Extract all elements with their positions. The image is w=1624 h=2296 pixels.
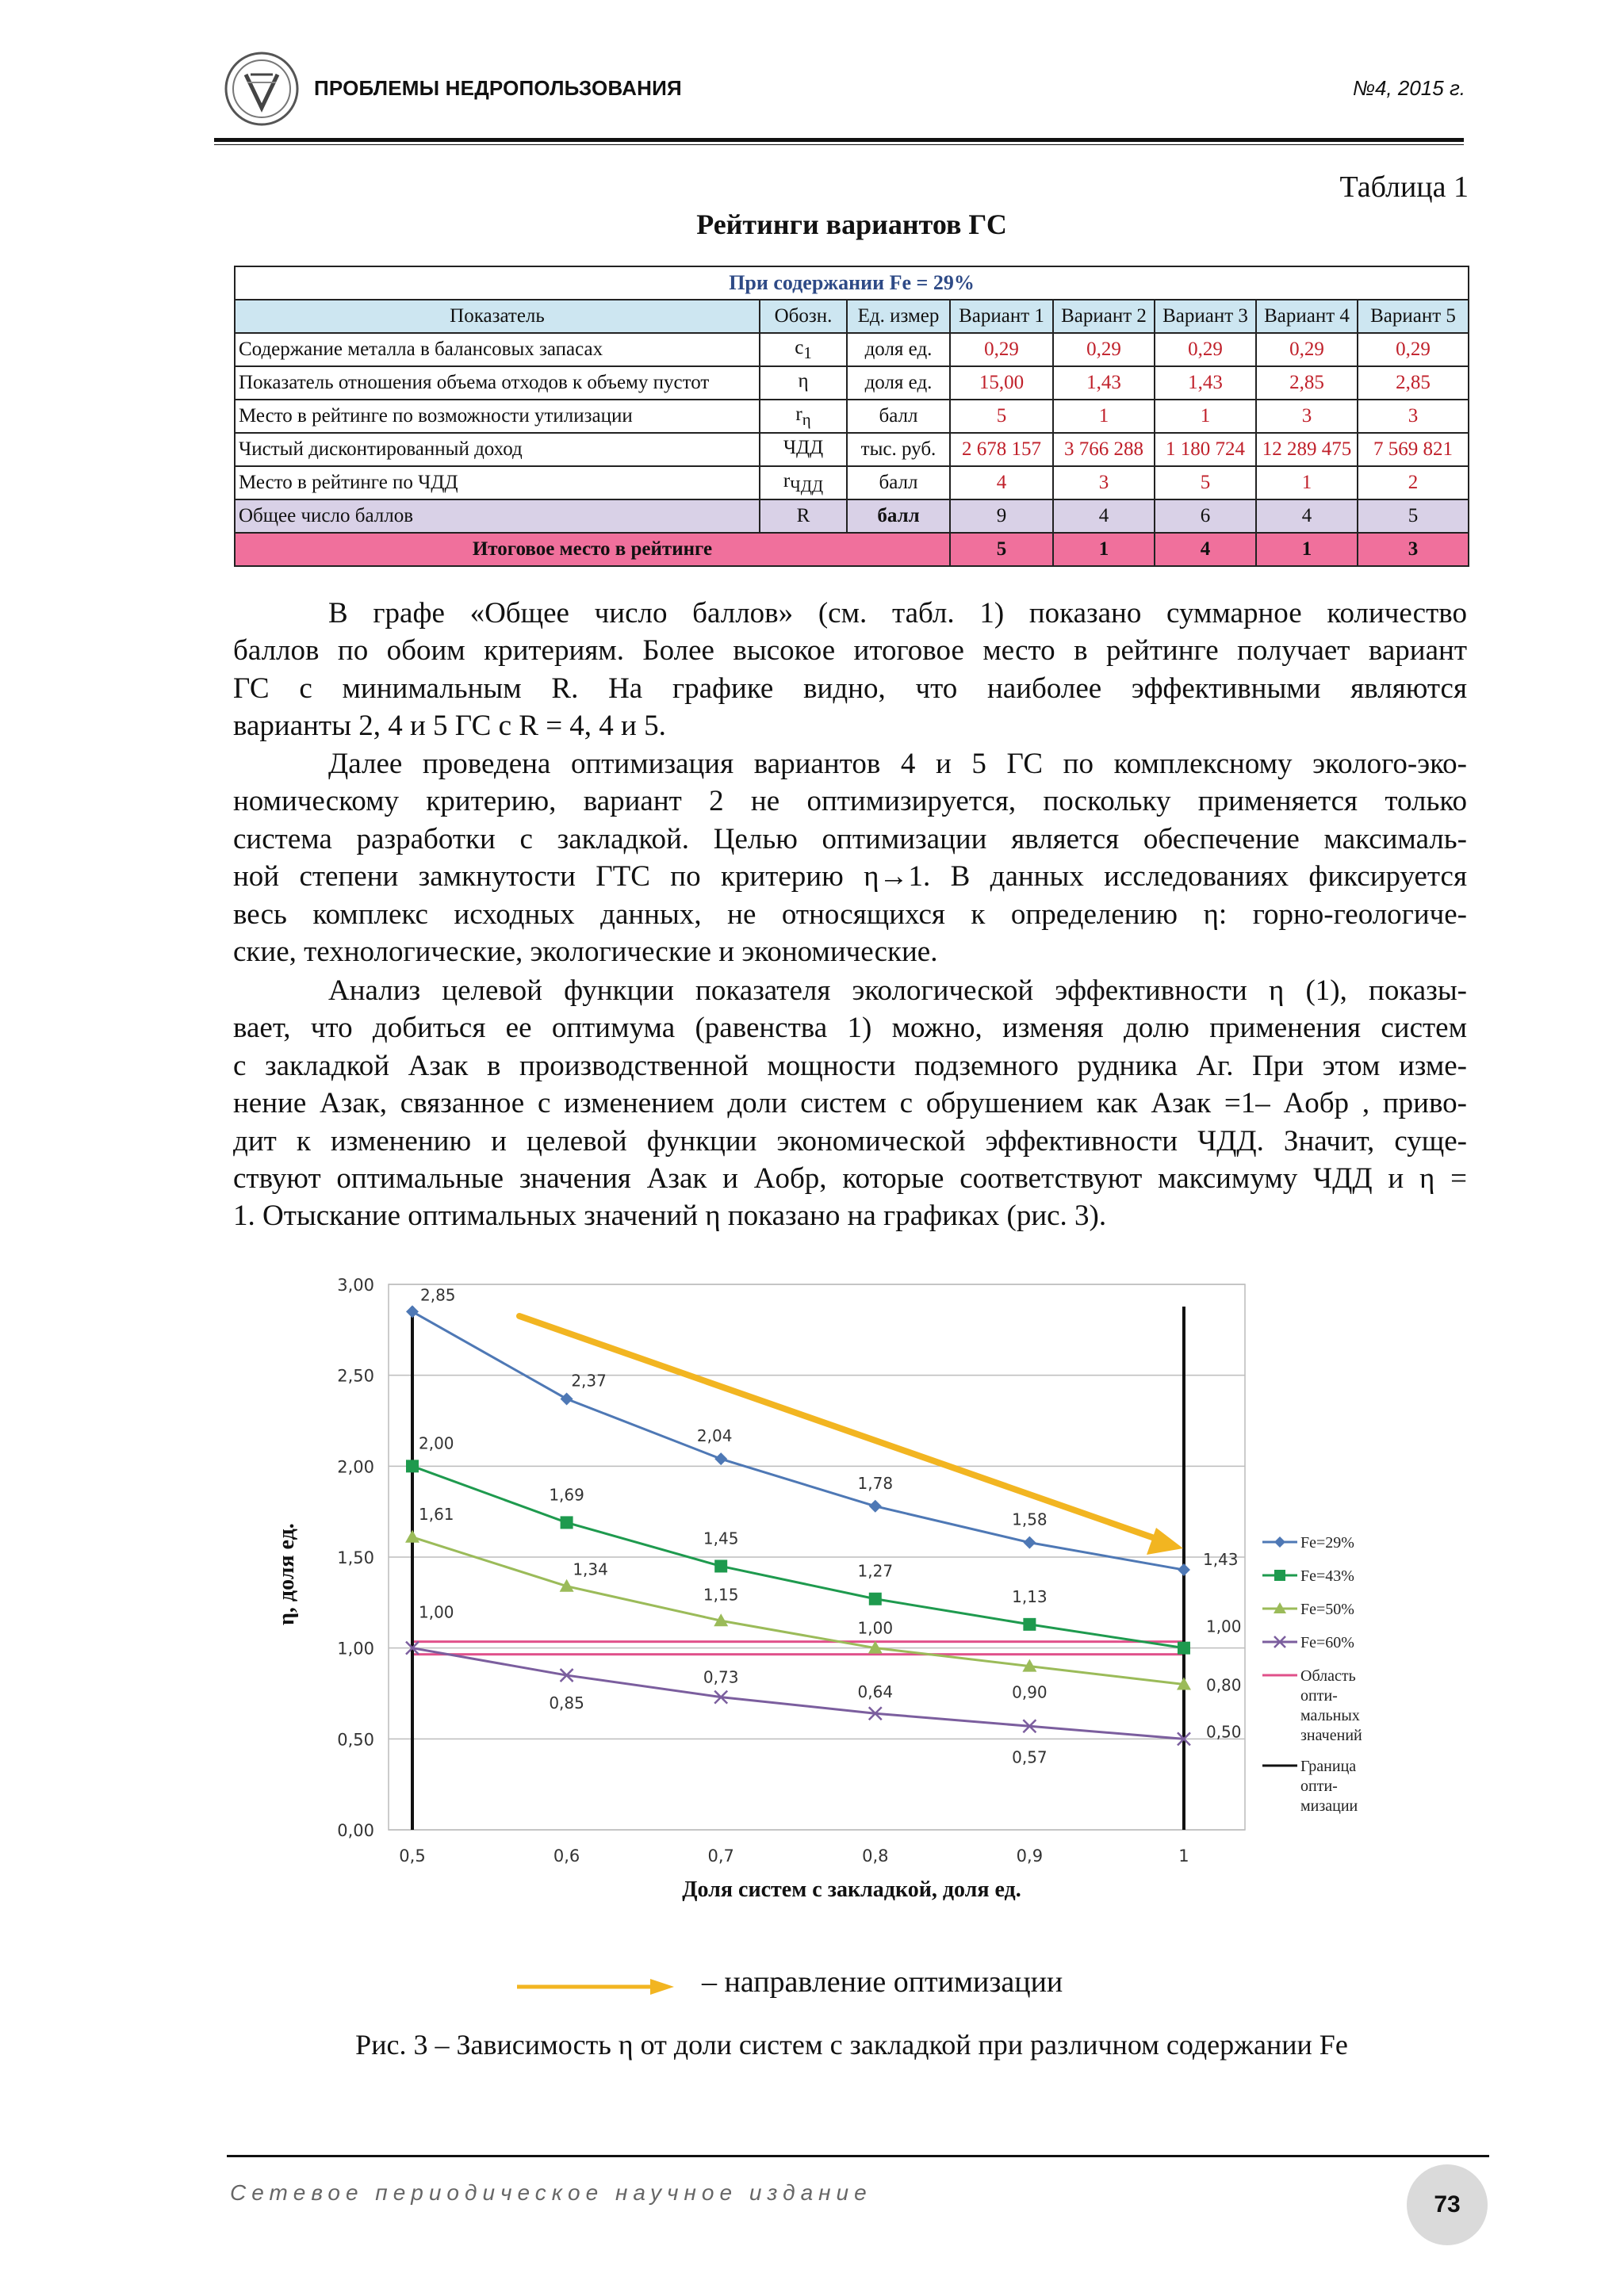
table-cell: 1 [1155,400,1256,433]
data-label: 1,43 [1202,1550,1239,1570]
table-cell: 5 [950,533,1053,566]
legend-label: Fe=43% [1300,1567,1354,1585]
legend-label: Граница [1300,1758,1357,1775]
text-line: Анализ целевой функции показателя экологической эффективности η (1), показы- [328,974,1467,1007]
figure-caption: Рис. 3 – Зависимость η от доли систем с закладкой при различном содержании Fe [355,2029,1348,2061]
column-header: Показатель [235,300,760,333]
row-unit: балл [847,400,950,433]
table-cell: 3 [1358,533,1469,566]
x-tick-label: 0,8 [862,1846,889,1866]
page-number: 73 [1434,2191,1461,2218]
table-cell: 4 [1256,499,1358,533]
y-tick-label: 2,00 [337,1457,374,1477]
text-line: Далее проведена оптимизация вариантов 4 и 5 ГС по комплексному эколого-эко- [328,748,1467,780]
data-point [714,1559,727,1572]
table-cell: 4 [1155,533,1256,566]
table-cell: 5 [950,400,1053,433]
row-name: Содержание металла в балансовых запасах [235,333,760,366]
table-cell: 2 [1358,466,1469,499]
table-cell: 1 [1053,533,1155,566]
footer-rule [227,2155,1489,2157]
data-label: 1,27 [857,1561,894,1581]
table-cell: 1 [1053,400,1155,433]
y-tick-label: 0,00 [337,1821,374,1840]
header-rule [214,138,1464,142]
data-label: 0,57 [1012,1747,1048,1767]
table-cell: 15,00 [950,366,1053,400]
row-unit: тыс. руб. [847,433,950,466]
table-cell: 6 [1155,499,1256,533]
footer-text: Сетевое периодическое научное издание [230,2180,872,2205]
row-unit: доля ед. [847,333,950,366]
data-point [1178,1642,1190,1655]
paragraph-2 [233,745,1467,970]
data-label: 2,04 [696,1426,733,1446]
table-header-row [235,300,1469,333]
data-label: 1,15 [703,1585,739,1605]
row-name: Общее число баллов [235,499,760,533]
eta-chart [301,1265,1475,1915]
table-cell: 0,29 [1358,333,1469,366]
column-header: Вариант 3 [1155,300,1256,333]
column-header: Ед. измер [847,300,950,333]
y-tick-label: 1,50 [337,1548,374,1567]
table-cell: 0,29 [1256,333,1358,366]
table-cell: 1 [1256,466,1358,499]
journal-title: ПРОБЛЕМЫ НЕДРОПОЛЬЗОВАНИЯ [314,76,682,100]
data-label: 1,00 [857,1618,894,1638]
row-symbol: $r_\eta$ [760,400,847,433]
row-name: Показатель отношения объема отходов к объему пустот [235,366,760,400]
x-tick-label: 0,6 [553,1846,580,1866]
table-cell: 0,29 [1155,333,1256,366]
text-line: ствуют оптимальные значения Aзак и Aобр, которые соответствуют максимуму ЧДД и η = [233,1162,1467,1196]
table-row [235,400,1469,433]
data-label: 0,73 [703,1667,739,1687]
data-label: 1,58 [1012,1510,1048,1529]
data-label: 1,78 [857,1473,894,1493]
data-label: 1,34 [573,1559,608,1579]
table-cell: 2,85 [1358,366,1469,400]
table-cell: 5 [1358,499,1469,533]
data-label: 0,90 [1012,1682,1048,1702]
x-tick-label: 1 [1178,1846,1189,1866]
table-number: Таблица 1 [1339,170,1469,204]
data-label: 0,85 [549,1693,584,1713]
y-tick-label: 2,50 [337,1366,374,1386]
data-label: 0,80 [1205,1675,1242,1695]
issue-number: №4, 2015 г. [1352,76,1465,100]
text-line: ские, технологические, экологические и экономические. [233,936,938,969]
text-line: варианты 2, 4 и 5 ГС с R = 4, 4 и 5. [233,710,666,743]
table-cell: 3 [1256,400,1358,433]
text-line: весь комплекс исходных данных, не относящихся к определению η: горно-геологиче- [233,897,1467,931]
paragraph-3 [233,972,1467,1235]
data-point [406,1460,419,1472]
table-cell: 9 [950,499,1053,533]
row-name: Место в рейтинге по возможности утилизации [235,400,760,433]
row-name: Чистый дисконтированный доход [235,433,760,466]
table-cell: 7 569 821 [1358,433,1469,466]
text-line: вает, что добиться ее оптимума (равенства 1) можно, изменяя долю применения систем [233,1012,1467,1045]
legend-label: значений [1300,1727,1362,1744]
legend-label: Fe=60% [1300,1634,1354,1651]
text-line: номическому критерию, вариант 2 не оптимизируется, поскольку применяется только [233,785,1467,818]
table-cell: 12 289 475 [1256,433,1358,466]
data-label: 1,61 [419,1504,454,1524]
y-tick-label: 0,50 [337,1730,374,1750]
row-name: Место в рейтинге по ЧДД [235,466,760,499]
table-title: Рейтинги вариантов ГС [696,209,1007,240]
total-row [235,499,1469,533]
row-symbol: $c_1$ [760,333,847,366]
x-tick-label: 0,9 [1016,1846,1044,1866]
data-label: 2,37 [571,1371,607,1391]
text-line: 1. Отыскание оптимальных значений η показано на графиках (рис. 3). [233,1200,1107,1233]
text-line: система разработки с закладкой. Целью оптимизации является обеспечение максималь- [233,822,1467,855]
legend-marker [1274,1570,1285,1581]
row-unit: балл [847,466,950,499]
chart-xlabel: Доля систем с закладкой, доля ед. [682,1877,1021,1902]
journal-logo-icon [224,51,300,127]
text-line: дит к изменению и целевой функции экономической эффективности ЧДД. Значит, суще- [233,1124,1467,1158]
table-cell: 3 [1358,400,1469,433]
row-symbol: $r_{ЧДД}$ [760,466,847,499]
paragraph-1 [233,595,1467,745]
table-cell: 0,29 [950,333,1053,366]
table-cell: 4 [1053,499,1155,533]
table-row [235,333,1469,366]
data-label: 2,85 [420,1285,456,1305]
data-point [869,1593,882,1605]
x-tick-label: 0,5 [399,1846,426,1866]
table-cell: 1,43 [1155,366,1256,400]
data-point [561,1516,573,1529]
row-unit: балл [847,499,950,533]
row-symbol: ЧДД [760,433,847,466]
table-caption: При содержании Fe = 29% [235,266,1469,300]
column-header: Вариант 5 [1358,300,1469,333]
legend-label: опти- [1300,1687,1338,1705]
legend-label: мизации [1300,1797,1358,1815]
y-tick-label: 1,00 [337,1639,374,1659]
legend-label: опти- [1300,1777,1338,1795]
arrow-legend-text: – направление оптимизации [702,1965,1063,1999]
table-cell: 2 678 157 [950,433,1053,466]
direction-arrow-icon [517,1976,676,1998]
legend-label: мальных [1300,1707,1360,1724]
row-symbol: R [760,499,847,533]
legend-label: Fe=50% [1300,1601,1354,1618]
column-header: Вариант 4 [1256,300,1358,333]
row-name: Итоговое место в рейтинге [235,533,950,566]
text-line: нение Aзак, связанное с изменением доли систем с обрушением как Aзак =1– Aобр , приво- [233,1087,1467,1120]
data-label: 1,00 [419,1602,454,1622]
final-rank-row [235,533,1469,566]
data-label: 0,64 [857,1682,894,1702]
legend-label: Fe=29% [1300,1534,1354,1552]
text-line: с закладкой Aзак в производственной мощности подземного рудника Aг. При этом изме- [233,1049,1467,1082]
table-cell: 1 180 724 [1155,433,1256,466]
data-label: 0,50 [1205,1722,1242,1742]
text-line: баллов по обоим критериям. Более высокое итоговое место в рейтинге получает вариант [233,634,1467,668]
table-cell: 5 [1155,466,1256,499]
row-symbol: η [760,366,847,400]
data-label: 2,00 [419,1433,454,1453]
text-line: ГС с минимальным R. На графике видно, что наиболее эффективными являются [233,672,1467,705]
legend-label: Область [1300,1667,1356,1685]
table-cell: 3 [1053,466,1155,499]
table-cell: 1 [1256,533,1358,566]
column-header: Вариант 2 [1053,300,1155,333]
row-unit: доля ед. [847,366,950,400]
data-point [1023,1618,1036,1631]
y-tick-label: 3,00 [337,1276,374,1295]
table-cell: 1,43 [1053,366,1155,400]
header-rule-thin [214,144,1464,145]
text-line: ной степени замкнутости ГТС по критерию η→1. В данных исследованиях фиксируется [233,860,1467,894]
table-cell: 2,85 [1256,366,1358,400]
table-row [235,433,1469,466]
text-line: В графе «Общее число баллов» (см. табл. 1) показано суммарное количество [328,597,1467,629]
table-cell: 4 [950,466,1053,499]
data-label: 1,13 [1012,1586,1048,1606]
table-cell: 0,29 [1053,333,1155,366]
data-label: 1,69 [549,1485,584,1505]
data-label: 1,00 [1205,1617,1242,1636]
column-header: Обозн. [760,300,847,333]
table-row [235,466,1469,499]
table-cell: 3 766 288 [1053,433,1155,466]
table-row [235,366,1469,400]
ratings-table [234,266,1469,567]
column-header: Вариант 1 [950,300,1053,333]
data-label: 1,45 [703,1529,739,1548]
chart-ylabel: η, доля ед. [274,1523,299,1625]
x-tick-label: 0,7 [707,1846,734,1866]
legend-marker [1274,1536,1285,1548]
